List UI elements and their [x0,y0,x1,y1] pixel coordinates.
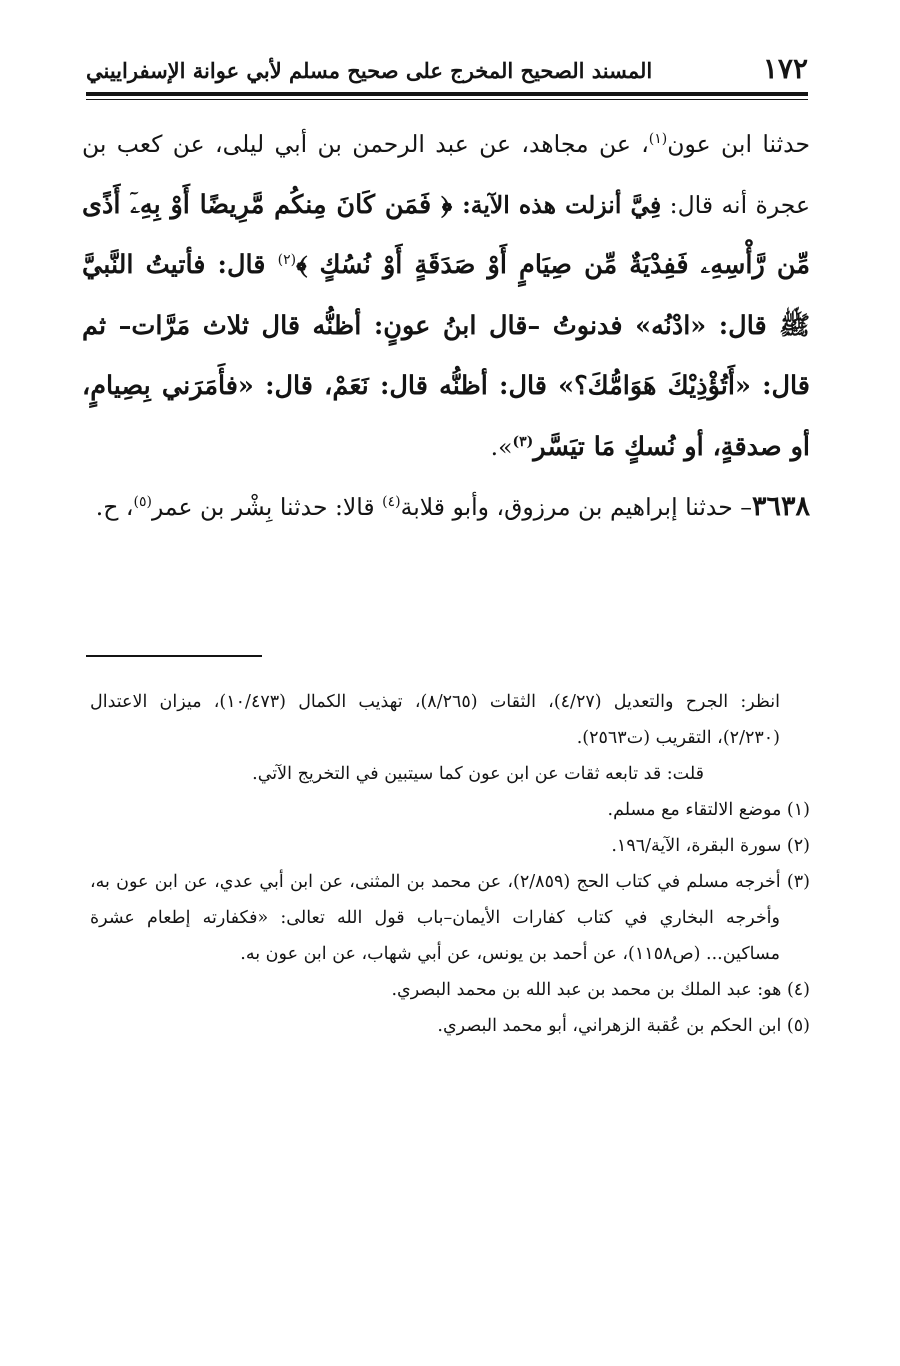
footnote-ref-2: (٢) [277,252,297,269]
text-segment-bold: فِيَّ أنزلت هذه الآية: [462,190,662,219]
footnote-4: (٤) هو: عبد الملك بن محمد بن عبد الله بن محمد البصري. [391,980,810,1000]
hadith-paragraph-continuation [82,114,810,477]
quran-verse: ﴿ فَمَن كَانَ مِنكُم مَّرِيضًا أَوْ بِهِۦٓ أَذًى مِّن رَّأْسِهِۦ فَفِدْيَةٌ مِّن صِيَامٍ أَوْ صَدَقَةٍ أَوْ نُسُكٍ ﴾ [82,189,810,280]
running-title: المسند الصحيح المخرج على صحيح مسلم لأبي عوانة الإسفراييني [86,58,653,83]
text-segment: قالا: حدثنا بِشْر بن عمر [151,493,383,521]
header-rule-thin [86,99,808,100]
main-text [82,114,810,538]
footnote-ref-5: (٥) [133,494,152,511]
footnote-separator [86,655,262,657]
footnote-1: (١) موضع الالتقاء مع مسلم. [607,800,810,820]
page-header [86,52,808,85]
hadith-number: ٣٦٣٨ [751,491,810,522]
text-segment: ». [490,432,513,461]
hadith-paragraph-3638 [82,477,810,538]
header-rule-thick [86,92,808,96]
footnote-3: (٣) أخرجه مسلم في كتاب الحج (٢/٨٥٩)، عن محمد بن المثنى، عن ابن أبي عدي، عن ابن عون به، وأخرجه البخاري في كتاب كفارات الأيمان–باب قول الله تعالى: «فكفارته إطعام عشرة مساكين... (ص١١٥٨)، عن أحمد بن يونس، عن أبي شهاب، عن ابن عون به. [90,872,810,964]
footnote-ref-1: (١) [648,131,668,148]
text-segment-bold: قال: فأتيتُ النَّبيَّ ﷺ قال: «ادْنُه» فدنوتُ –قال ابنُ عونٍ: أظنُّه قال ثلاث مَرَّات– ثم قال: «أَتُؤْذِيْكَ هَوَامُّكَ؟» قال: أظنُّه قال: نَعَمْ، قال: «فأَمَرَني بِصِيامٍ، أو صدقةٍ، أو نُسكٍ مَا تيَسَّر [82,250,810,462]
page-number: ١٧٢ [762,52,808,85]
footnote-5: (٥) ابن الحكم بن عُقبة الزهراني، أبو محمد البصري. [437,1016,810,1036]
text-segment: ، عن مجاهد، عن عبد الرحمن بن أبي ليلى، عن كعب بن عجرة أنه قال: [82,130,810,219]
text-segment: ، ح. [95,493,134,521]
text-segment: حدثنا ابن عون [667,130,810,158]
footnote-ref-3: (٣) [512,433,534,450]
footnote-ref-4: (٤) [382,494,401,511]
text-segment: – حدثنا إبراهيم بن مرزوق، وأبو قلابة [400,493,752,521]
footnote-continued: انظر: الجرح والتعديل (٤/٢٧)، الثقات (٨/٢٦٥)، تهذيب الكمال (١٠/٤٧٣)، ميزان الاعتدال (٢/٢٣٠)، التقريب (ت٢٥٦٣). [90,692,780,748]
footnotes [90,684,810,1044]
footnote-2: (٢) سورة البقرة، الآية/١٩٦. [611,836,810,856]
footnote-note: قلت: قد تابعه ثقات عن ابن عون كما سيتبين في التخريج الآتي. [252,764,704,784]
